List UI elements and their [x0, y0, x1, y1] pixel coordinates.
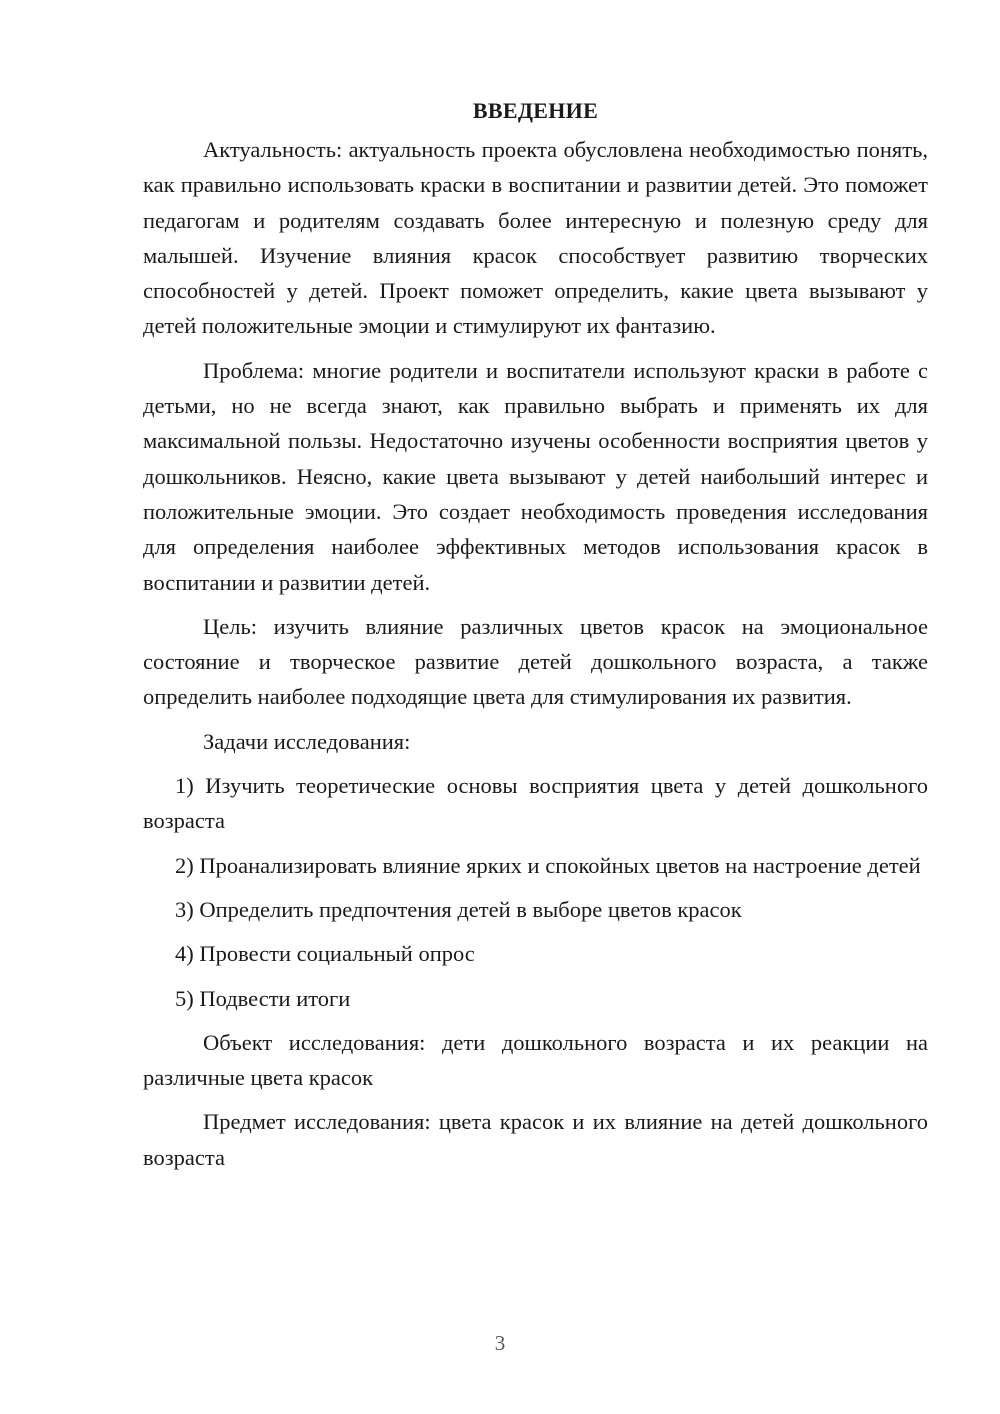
subject-paragraph: Предмет исследования: цвета красок и их влияние на детей дошкольного возраста [143, 1109, 928, 1170]
task-item: 3) Определить предпочтения детей в выборе цветов красок [175, 896, 742, 922]
page-number: 3 [494, 1331, 506, 1355]
document-page [143, 94, 928, 1314]
object-paragraph: Объект исследования: дети дошкольного возраста и их реакции на различные цвета красок [143, 1029, 928, 1091]
problem-paragraph: Проблема: многие родители и воспитатели используют краски в работе с детьми, но не всегда знают, как правильно выбрать и применять их для максимальной пользы. Недостаточно изучены особенности восприятия цветов у дошкольников. Неясно, какие цвета вызывают у детей наибольший интерес и положительные эмоции. Это создает необходимость проведения исследования для определения наиболее эффективных методов использования красок в воспитании и развитии детей. [143, 357, 928, 595]
task-item: 4) Провести социальный опрос [175, 941, 475, 967]
task-item: 1) Изучить теоретические основы восприятия цвета у детей дошкольного возраста [143, 773, 928, 834]
task-item: 5) Подвести итоги [175, 985, 351, 1011]
tasks-list [143, 768, 928, 1016]
relevance-paragraph: Актуальность: актуальность проекта обусловлена необходимостью понять, как правильно использовать краски в воспитании и развитии детей. Это поможет педагогам и родителям создавать более интересную и полезную среду для малышей. Изучение влияния красок способствует развитию творческих способностей у детей. Проект поможет определить, какие цвета вызывают у детей положительные эмоции и стимулируют их фантазию. [143, 137, 928, 339]
document-title: ВВЕДЕНИЕ [472, 98, 599, 123]
goal-paragraph: Цель: изучить влияние различных цветов красок на эмоциональное состояние и творческое развитие детей дошкольного возраста, а также определить наиболее подходящие цвета для стимулирования их развития. [143, 613, 928, 710]
tasks-heading: Задачи исследования: [203, 728, 411, 754]
task-item: 2) Проанализировать влияние ярких и спокойных цветов на настроение детей [175, 852, 921, 878]
